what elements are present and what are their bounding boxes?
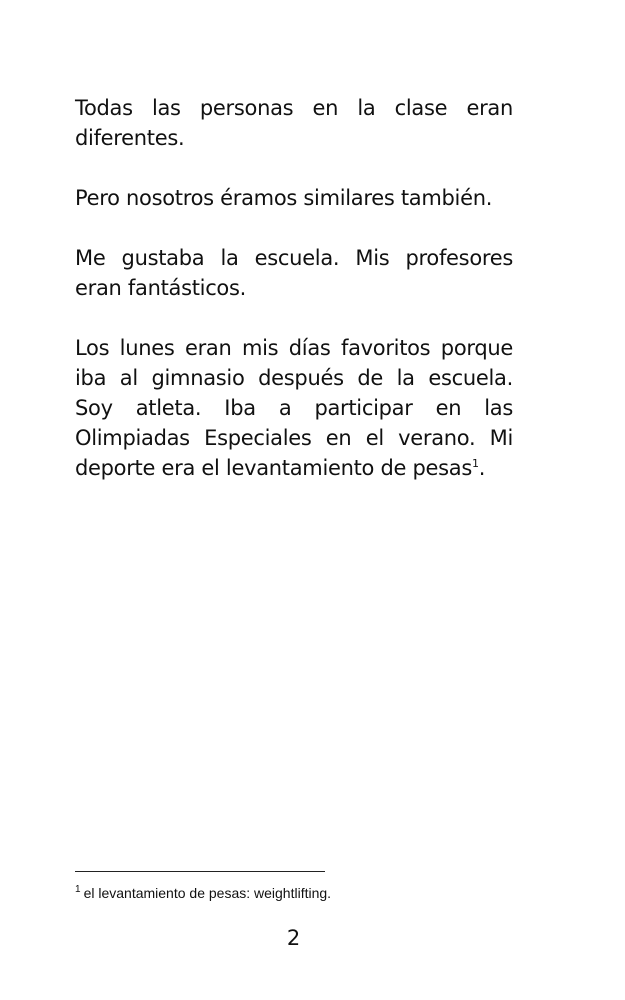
footnote-separator — [75, 871, 325, 872]
footnote-text: el levantamiento de pesas: weightlifting. — [83, 885, 332, 901]
paragraph-1: Todas las personas en la clase eran diferentes. — [75, 96, 513, 150]
page-number: 2 — [286, 926, 301, 950]
footnote-marker: 1 — [75, 884, 81, 896]
paragraph-2: Pero nosotros éramos similares también. — [75, 186, 493, 210]
paragraph-4 — [75, 333, 513, 483]
footnote — [75, 883, 331, 903]
paragraph-3: Me gustaba la escuela. Mis profesores eran fantásticos. — [75, 246, 513, 300]
body-text — [75, 93, 513, 483]
paragraph-4-end-punctuation: . — [478, 456, 486, 480]
paragraph-4-text: Los lunes eran mis días favoritos porque iba al gimnasio después de la escuela. Soy atleta. Iba a participar en las Olimpiadas Especiales en el verano. Mi deporte era el levantamiento de pesas — [75, 336, 513, 480]
footnote-reference[interactable]: 1 — [472, 457, 479, 470]
